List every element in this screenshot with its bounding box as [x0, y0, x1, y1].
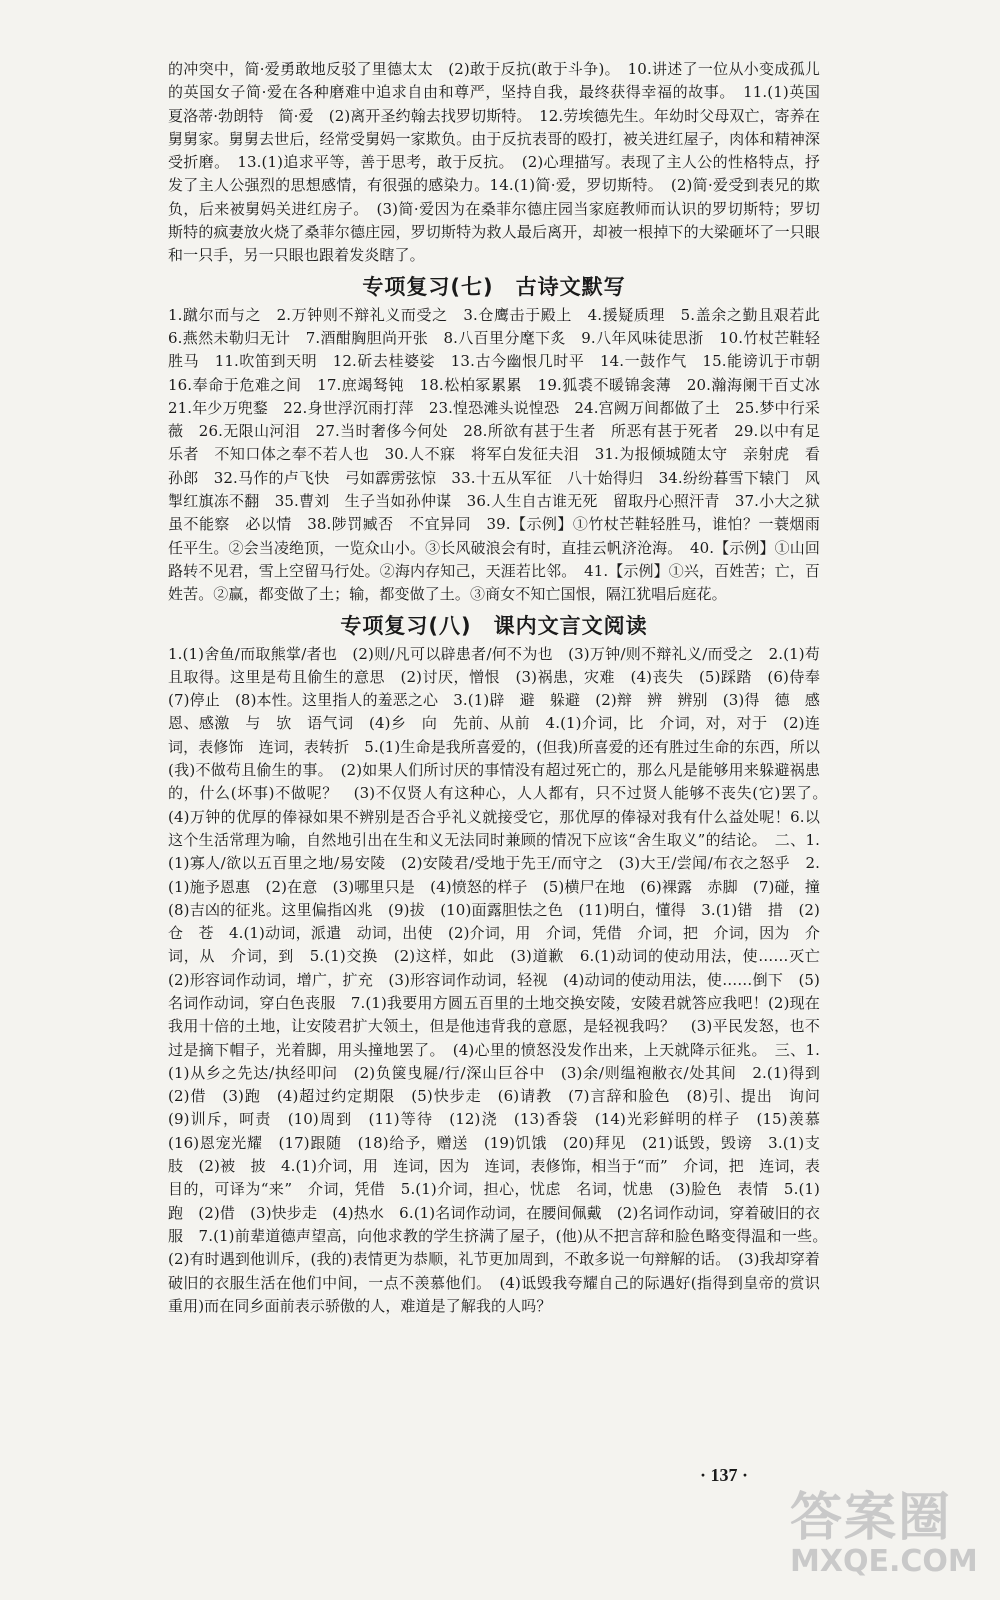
- answer-text-block: 1.蹴尔而与之 2.万钟则不辩礼义而受之 3.仓鹰击于殿上 4.援疑质理 5.盖余之勤且艰若此 6.燕然未勒归无计 7.酒酣胸胆尚开张 8.八百里分麾下炙 9.八年风味徒思浙 10.竹杖芒鞋轻胜马 11.吹笛到天明 12.斫去桂婆娑 13.古今幽恨几时平 14.一鼓作气 15.能谤讥于市朝 16.奉命于危难之间 17.庶竭驽钝 18.松柏冢累累 19.狐裘不暖锦衾薄 20.瀚海阑干百丈冰 21.年少万兜鍪 22.身世浮沉雨打萍 23.惶恐滩头说惶恐 24.宫阙万间都做了土 25.梦中行采薇 26.无限山河泪 27.当时奢侈今何处 28.所欲有甚于生者 所恶有甚于死者 29.以中有足乐者 不知口体之奉不若人也 30.人不寐 将军白发征夫泪 31.为报倾城随太守 亲射虎 看孙郎 32.马作的卢飞快 弓如霹雳弦惊 33.十五从军征 八十始得归 34.纷纷暮雪下辕门 风掣红旗冻不翻 35.曹刘 生子当如孙仲谋 36.人生自古谁无死 留取丹心照汗青 37.小大之狱 虽不能察 必以情 38.陟罚臧否 不宜异同 39.【示例】①竹杖芒鞋轻胜马，谁怕？一蓑烟雨任平生。②会当凌绝顶，一览众山小。③长风破浪会有时，直挂云帆济沧海。 40.【示例】①山回路转不见君，雪上空留马行处。②海内存知己，天涯若比邻。 41.【示例】①兴，百姓苦；亡，百姓苦。②赢，都变做了土；输，都变做了土。③商女不知亡国恨，隔江犹唱后庭花。: [168, 305, 836, 604]
- page-number: · 137 ·: [700, 1465, 749, 1485]
- answer-text-block: 1.(1)舍鱼/而取熊掌/者也 (2)则/凡可以辟患者/何不为也 (3)万钟/则不辩礼义/而受之 2.(1)苟且取得。这里是苟且偷生的意思 (2)讨厌，憎恨 (3)祸患，灾难 (4)丧失 (5)踩踏 (6)侍奉 (7)停止 (8)本性。这里指人的羞恶之心 3.(1)辟 避 躲避 (2)辩 辨 辨别 (3)得 德 感恩、感激 与 欤 语气词 (4)乡 向 先前、从前 4.(1)介词，比 介词，对，对于 (2)连词，表修饰 连词，表转折 5.(1)生命是我所喜爱的，(但我)所喜爱的还有胜过生命的东西，所以(我)不做苟且偷生的事。 (2)如果人们所讨厌的事情没有超过死亡的，那么凡是能够用来躲避祸患的，什么(坏事)不做呢？ (3)不仅贤人有这种心，人人都有，只不过贤人能够不丧失(它)罢了。 (4)万钟的优厚的俸禄如果不辨别是否合乎礼义就接受它，那优厚的俸禄对我有什么益处呢！6.以这个生活常理为喻，自然地引出在生和义无法同时兼顾的情况下应该“舍生取义”的结论。 二、1.(1)寡人/欲以五百里之地/易安陵 (2)安陵君/受地于先王/而守之 (3)大王/尝闻/布衣之怒乎 2.(1)施予恩惠 (2)在意 (3)哪里只是 (4)愤怒的样子 (5)横尸在地 (6)裸露 赤脚 (7)碰，撞 (8)吉凶的征兆。这里偏指凶兆 (9)拔 (10)面露胆怯之色 (11)明白，懂得 3.(1)错 措 (2)仓 苍 4.(1)动词，派遣 动词，出使 (2)介词，用 介词，凭借 介词，把 介词，因为 介词，从 介词，到 5.(1)交换 (2)这样，如此 (3)道歉 6.(1)动词的使动用法，使……灭亡 (2)形容词作动词，增广，扩充 (3)形容词作动词，轻视 (4)动词的使动用法，使……倒下 (5)名词作动词，穿白色丧服 7.(1)我要用方圆五百里的土地交换安陵，安陵君就答应我吧！(2)现在我用十倍的土地，让安陵君扩大领土，但是他违背我的意愿，是轻视我吗？ (3)平民发怒，也不过是摘下帽子，光着脚，用头撞地罢了。 (4)心里的愤怒没发作出来，上天就降示征兆。 三、1.(1)从乡之先达/执经叩问 (2)负箧曳屣/行/深山巨谷中 (3)余/则缊袍敝衣/处其间 2.(1)得到 (2)借 (3)跑 (4)超过约定期限 (5)快步走 (6)请教 (7)言辞和脸色 (8)引、提出 询问 (9)训斥，呵责 (10)周到 (11)等待 (12)浇 (13)香袋 (14)光彩鲜明的样子 (15)羡慕 (16)恩宠光耀 (17)跟随 (18)给予，赠送 (19)饥饿 (20)拜见 (21)诋毁，毁谤 3.(1)支 肢 (2)被 披 4.(1)介词，用 连词，因为 连词，表修饰，相当于“而” 介词，把 连词，表目的，可译为“来” 介词，凭借 5.(1)介词，担心，忧虑 名词，忧患 (3)脸色 表情 5.(1)跑 (2)借 (3)快步走 (4)热水 6.(1)名词作动词，在腰间佩戴 (2)名词作动词，穿着破旧的衣服 7.(1)前辈道德声望高，向他求教的学生挤满了屋子，(他)从不把言辞和脸色略变得温和一些。 (2)有时遇到他训斥，(我的)表情更为恭顺，礼节更加周到，不敢多说一句辩解的话。 (3)我却穿着破旧的衣服生活在他们中间，一点不羡慕他们。 (4)诋毁我夸耀自己的际遇好(指得到皇帝的赏识重用)而在同乡面前表示骄傲的人，难道是了解我的人吗？: [168, 644, 836, 1315]
- watermark-logo-text: 答案圈: [790, 1488, 953, 1548]
- watermark-url: MXQE.COM: [790, 1544, 978, 1579]
- answer-text-block: 的冲突中，简·爱勇敢地反驳了里德太太 (2)敢于反抗(敢于斗争)。 10.讲述了一位从小变成孤儿的英国女子简·爱在各种磨难中追求自由和尊严，坚持自我，最终获得幸福的故事。 11.(1)英国 夏洛蒂·勃朗特 简·爱 (2)离开圣约翰去找罗切斯特。 12.劳埃德先生。年幼时父母双亡，寄养在舅舅家。舅舅去世后，经常受舅妈一家欺负。由于反抗表哥的殴打，被关进红屋子，肉体和精神深受折磨。 13.(1)追求平等，善于思考，敢于反抗。 (2)心理描写。表现了主人公的性格特点，抒发了主人公强烈的思想感情，有很强的感染力。14.(1)简·爱，罗切斯特。 (2)简·爱受到表兄的欺负，后来被舅妈关进红房子。 (3)简·爱因为在桑菲尔德庄园当家庭教师而认识的罗切斯特；罗切斯特的疯妻放火烧了桑菲尔德庄园，罗切斯特为救人最后离开，却被一根掉下的大梁砸坏了一只眼和一只手，另一只眼也跟着发炎瞎了。: [168, 60, 836, 265]
- section-heading: 专项复习(八) 课内文言文阅读: [340, 613, 648, 638]
- watermark-logo: [790, 1490, 990, 1590]
- section-heading: 专项复习(七) 古诗文默写: [362, 274, 626, 299]
- page-content: [168, 58, 836, 1318]
